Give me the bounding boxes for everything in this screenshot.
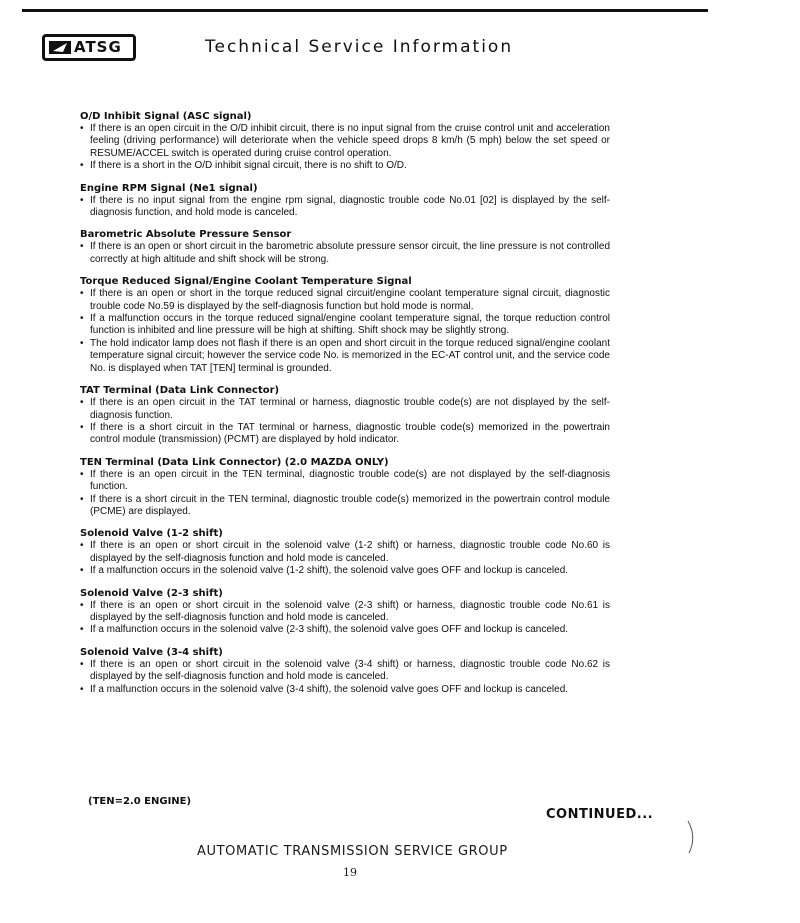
section-title: TAT Terminal (Data Link Connector): [80, 385, 280, 397]
bullet-list: [80, 241, 610, 266]
section-title: Torque Reduced Signal/Engine Coolant Temperature Signal: [80, 276, 412, 288]
bullet-item: • If there is an open or short circuit in the solenoid valve (3-4 shift) or harness, diagnostic trouble code No.62 is displayed by the self-diagnosis function and hold mode is canceled.: [80, 659, 610, 684]
bullet-item: • If there is a short circuit in the TEN terminal, diagnostic trouble code(s) memorized in the powertrain control module (PCME) are displayed.: [80, 494, 610, 519]
section: [80, 527, 610, 577]
section: [80, 587, 610, 637]
section-title: Solenoid Valve (3-4 shift): [80, 646, 223, 658]
bullet-list: [80, 540, 610, 577]
bullet-list: [80, 195, 610, 220]
section: [80, 110, 610, 173]
section-title: Engine RPM Signal (Ne1 signal): [80, 182, 258, 194]
section: [80, 182, 610, 220]
bullet-item: • If a malfunction occurs in the solenoid valve (2-3 shift), the solenoid valve goes OFF and lockup is canceled.: [80, 624, 610, 636]
section: [80, 384, 610, 447]
footnote: (TEN=2.0 ENGINE): [88, 796, 192, 807]
atsg-logo-mark-icon: [49, 39, 71, 56]
document-body: [80, 110, 610, 705]
margin-mark-icon: [686, 820, 698, 854]
bullet-item: • If there is a short in the O/D inhibit signal circuit, there is no shift to O/D.: [80, 160, 610, 172]
bullet-item: • If there is no input signal from the engine rpm signal, diagnostic trouble code No.01 [02] is displayed by the self-diagnosis function, and hold mode is canceled.: [80, 195, 610, 220]
bullet-item: • If there is an open or short circuit in the solenoid valve (2-3 shift) or harness, diagnostic trouble code No.61 is displayed by the self-diagnosis function and hold mode is canceled.: [80, 600, 610, 625]
section-title: O/D Inhibit Signal (ASC signal): [80, 111, 252, 122]
section: [80, 456, 610, 519]
section-title: TEN Terminal (Data Link Connector) (2.0 MAZDA ONLY): [80, 456, 389, 468]
bullet-item: • If there is an open or short circuit in the barometric absolute pressure sensor circuit, the line pressure is not controlled correctly at high altitude and shift shock will be strong.: [80, 241, 610, 266]
bullet-item: • If there is an open or short circuit in the solenoid valve (1-2 shift) or harness, diagnostic trouble code No.60 is displayed by the self-diagnosis function and hold mode is canceled.: [80, 540, 610, 565]
top-rule: [22, 9, 708, 12]
section: [80, 275, 610, 375]
bullet-item: • If there is an open or short in the torque reduced signal circuit/engine coolant temperature signal circuit, diagnostic trouble code No.59 is displayed by the self-diagnosis function but hold mode is normal.: [80, 288, 610, 313]
bullet-list: [80, 397, 610, 447]
section: [80, 646, 610, 696]
bullet-list: [80, 123, 610, 173]
page-number: 19: [343, 866, 357, 879]
atsg-logo: [42, 34, 136, 61]
bullet-item: • If a malfunction occurs in the solenoid valve (1-2 shift), the solenoid valve goes OFF and lockup is canceled.: [80, 565, 610, 577]
logo-text: ATSG: [74, 38, 122, 56]
bullet-item: • The hold indicator lamp does not flash if there is an open and short circuit in the torque reduced signal/engine coolant temperature signal circuit; however the service code No. is memorized in the EC-AT control unit, and the service code No. is displayed when TAT [TEN] terminal is grounded.: [80, 338, 610, 375]
bullet-list: [80, 288, 610, 375]
continued-label: CONTINUED...: [546, 807, 654, 822]
section: [80, 228, 610, 266]
bullet-list: [80, 469, 610, 519]
bullet-item: • If a malfunction occurs in the solenoid valve (3-4 shift), the solenoid valve goes OFF and lockup is canceled.: [80, 684, 610, 696]
section-title: Solenoid Valve (2-3 shift): [80, 587, 223, 599]
bullet-item: • If there is an open circuit in the TAT terminal or harness, diagnostic trouble code(s) are not displayed by the self-diagnosis function.: [80, 397, 610, 422]
bullet-item: • If there is an open circuit in the O/D inhibit circuit, there is no input signal from the cruise control unit and acceleration feeling (driving performance) will deteriorate when the vehicle speed drops 8 km/h (5 mph) below the set speed or RESUME/ACCEL switch is operated during cruise control operation.: [80, 123, 610, 160]
section-title: Barometric Absolute Pressure Sensor: [80, 229, 292, 241]
bullet-item: • If there is an open circuit in the TEN terminal, diagnostic trouble code(s) are not displayed by the self-diagnosis function.: [80, 469, 610, 494]
bullet-list: [80, 600, 610, 637]
bullet-item: • If there is a short circuit in the TAT terminal or harness, diagnostic trouble code(s) memorized in the powertrain control module (transmission) (PCMT) are displayed by hold indicator.: [80, 422, 610, 447]
footer-organization: AUTOMATIC TRANSMISSION SERVICE GROUP: [197, 844, 508, 859]
page-title: Technical Service Information: [205, 37, 514, 57]
section-title: Solenoid Valve (1-2 shift): [80, 528, 223, 540]
bullet-item: • If a malfunction occurs in the torque reduced signal/engine coolant temperature signal, the torque reduction control function is inhibited and line pressure will be high at shifting. Shift shock may be slightly strong.: [80, 313, 610, 338]
bullet-list: [80, 659, 610, 696]
